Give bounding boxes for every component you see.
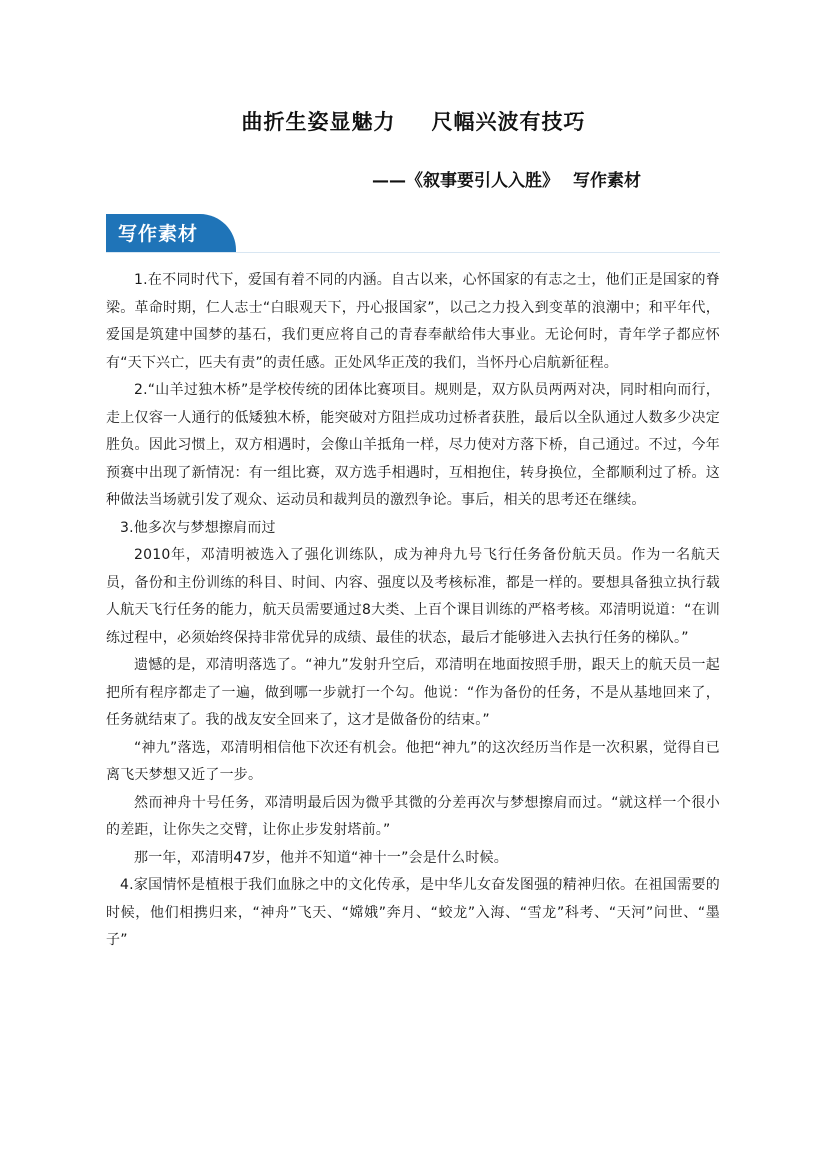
paragraph-6: “神九”落选，邓清明相信他下次还有机会。他把“神九”的这次经历当作是一次积累，觉得自已离飞天梦想又近了一步。 xyxy=(106,739,720,783)
paragraph-8: 那一年，邓清明47岁，他并不知道“神十一”会是什么时候。 xyxy=(134,849,508,866)
section-banner: 写作素材 xyxy=(106,214,236,252)
body-text xyxy=(106,267,720,955)
subtitle-main: ——《叙事要引人入胜》 xyxy=(372,171,559,191)
paragraph-3-heading: 3.他多次与梦想擦肩而过 xyxy=(120,519,276,536)
section-divider xyxy=(106,252,720,253)
paragraph-4: 2010年，邓清明被选入了强化训练队，成为神舟九号飞行任务备份航天员。作为一名航天员，备份和主份训练的科目、时间、内容、强度以及考核标准，都是一样的。要想具备独立执行载人航天飞行任务的能力，航天员需要通过8大类、上百个课目训练的严格考核。邓清明说道：“在训练过程中，必须始终保持非常优异的成绩、最佳的状态，最后才能够进入去执行任务的梯队。” xyxy=(106,547,720,646)
page-subtitle xyxy=(372,166,641,191)
title-part-2: 尺幅兴波有技巧 xyxy=(431,110,586,134)
paragraph-2: 2.“山羊过独木桥”是学校传统的团体比赛项目。规则是，双方队员两两对决，同时相向而行，走上仅容一人通行的低矮独木桥，能突破对方阻拦成功过桥者获胜，最后以全队通过人数多少决定胜负。因此习惯上，双方相遇时，会像山羊抵角一样，尽力使对方落下桥，自己通过。不过，今年预赛中出现了新情况：有一组比赛，双方选手相遇时，互相抱住，转身换位，全都顺利过了桥。这种做法当场就引发了观众、运动员和裁判员的激烈争论。事后，相关的思考还在继续。 xyxy=(106,382,720,508)
paragraph-9: 4.家国情怀是植根于我们血脉之中的文化传承，是中华儿女奋发图强的精神归依。在祖国需要的时候，他们相携归来，“神舟”飞天、“嫦娥”奔月、“蛟龙”入海、“雪龙”科考、“天河”问世、“墨子” xyxy=(106,877,720,948)
paragraph-1: 1.在不同时代下，爱国有着不同的内涵。自古以来，心怀国家的有志之士，他们正是国家的脊梁。革命时期，仁人志士“白眼观天下，丹心报国家”，以己之力投入到变革的浪潮中；和平年代，爱国是筑建中国梦的基石，我们更应将自己的青春奉献给伟大事业。无论何时，青年学子都应怀有“天下兴亡，匹夫有责”的责任感。正处风华正茂的我们，当怀丹心启航新征程。 xyxy=(106,272,720,371)
subtitle-tail: 写作素材 xyxy=(573,171,641,191)
page-title xyxy=(0,106,827,136)
paragraph-7: 然而神舟十号任务，邓清明最后因为微乎其微的分差再次与梦想擦肩而过。“就这样一个很小的差距，让你失之交臂，让你止步发射塔前。” xyxy=(106,794,720,838)
paragraph-5: 遗憾的是，邓清明落选了。“神九”发射升空后，邓清明在地面按照手册，跟天上的航天员一起把所有程序都走了一遍，做到哪一步就打一个勾。他说：“作为备份的任务，不是从基地回来了，任务就结束了。我的战友安全回来了，这才是做备份的结束。” xyxy=(106,657,720,728)
title-part-1: 曲折生姿显魅力 xyxy=(241,110,396,134)
